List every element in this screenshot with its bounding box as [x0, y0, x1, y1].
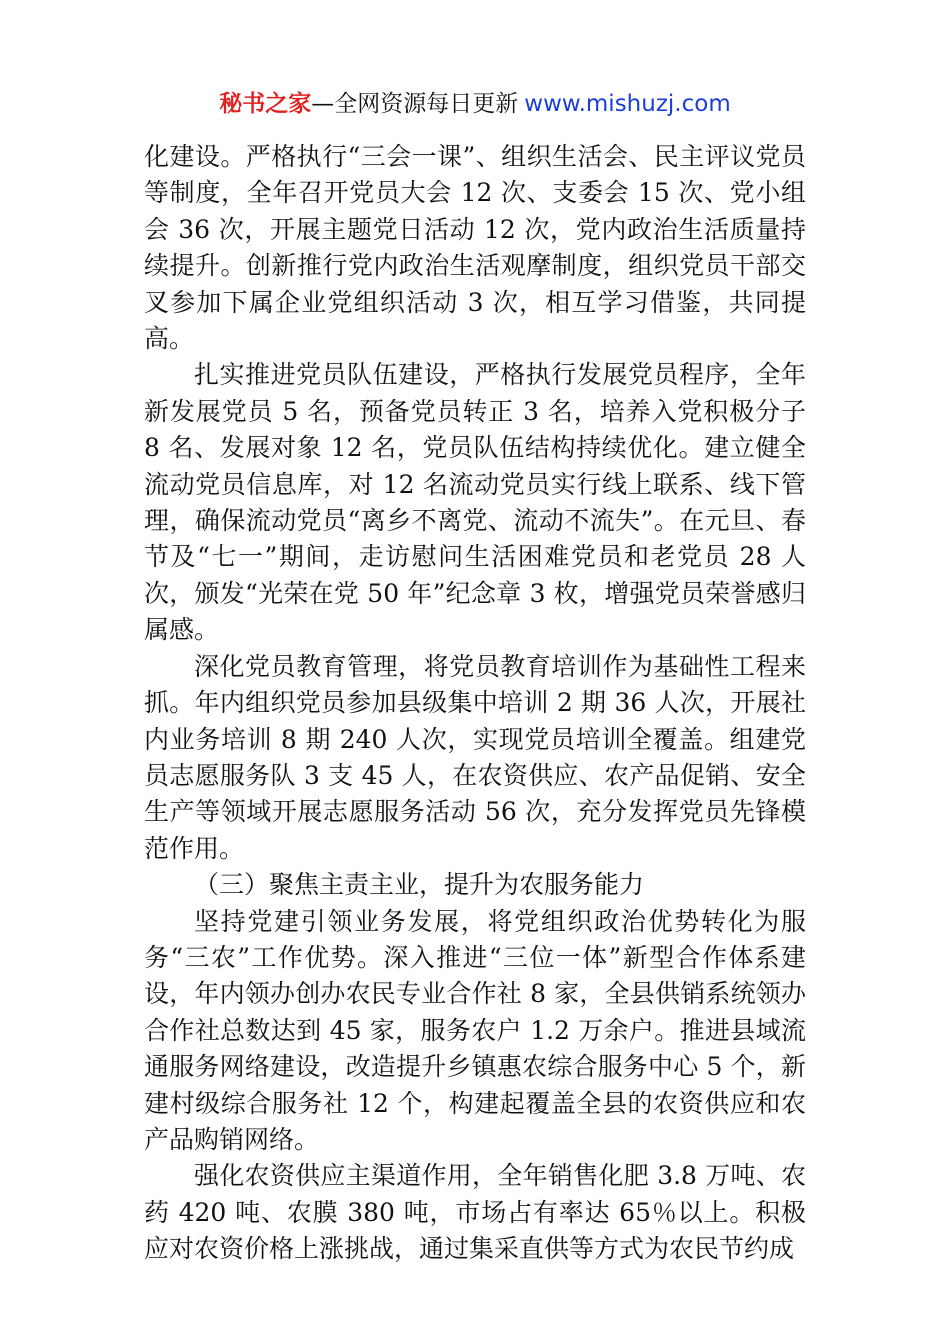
paragraph-member-education: 深化党员教育管理，将党员教育培训作为基础性工程来抓。年内组织党员参加县级集中培训 2 期 36 人次，开展社内业务培训 8 期 240 人次，实现党员培训全覆盖。组建党员志愿服务队 3 支 45 人，在农资供应、农产品促销、安全生产等领域开展志愿服务活动 56 次，充分发挥党员先锋模范作用。: [144, 651, 806, 863]
paragraph-business-development: 坚持党建引领业务发展，将党组织政治优势转化为服务“三农”工作优势。深入推进“三位一体”新型合作体系建设，年内领办创办农民专业合作社 8 家，全县供销系统领办合作社总数达到 45 家，服务农户 1.2 万余户。推进县域流通服务网络建设，改造提升乡镇惠农综合服务中心 5 个，新建村级综合服务社 12 个，构建起覆盖全县的农资供应和农产品购销网络。: [144, 906, 806, 1154]
paragraph-supply-channel: 强化农资供应主渠道作用，全年销售化肥 3.8 万吨、农药 420 吨、农膜 380 吨，市场占有率达 65％以上。积极应对农资价格上涨挑战，通过集采直供等方式为农民节约成: [144, 1161, 806, 1264]
site-url-link[interactable]: www.mishuzj.com: [524, 91, 731, 117]
site-header: [0, 86, 950, 122]
header-tagline: 全网资源每日更新: [334, 91, 519, 117]
document-body: [144, 139, 806, 1268]
header-dash: —: [311, 91, 335, 117]
paragraph-continued: 化建设。严格执行“三会一课”、组织生活会、民主评议党员等制度，全年召开党员大会 12 次、支委会 15 次、党小组会 36 次，开展主题党日活动 12 次，党内政治生活质量持续提升。创新推行党内政治生活观摩制度，组织党员干部交叉参加下属企业党组织活动 3 次，相互学习借鉴，共同提高。: [144, 142, 806, 354]
paragraph-member-team: 扎实推进党员队伍建设，严格执行发展党员程序，全年新发展党员 5 名，预备党员转正 3 名，培养入党积极分子 8 名、发展对象 12 名，党员队伍结构持续优化。建立健全流动党员信息库，对 12 名流动党员实行线上联系、线下管理，确保流动党员“离乡不离党、流动不流失”。在元旦、春节及“七一”期间，走访慰问生活困难党员和老党员 28 人次，颁发“光荣在党 50 年”纪念章 3 枚，增强党员荣誉感归属感。: [144, 360, 806, 645]
brand-name: 秘书之家: [219, 91, 312, 117]
section-heading: （三）聚焦主责主业，提升为农服务能力: [194, 870, 645, 900]
